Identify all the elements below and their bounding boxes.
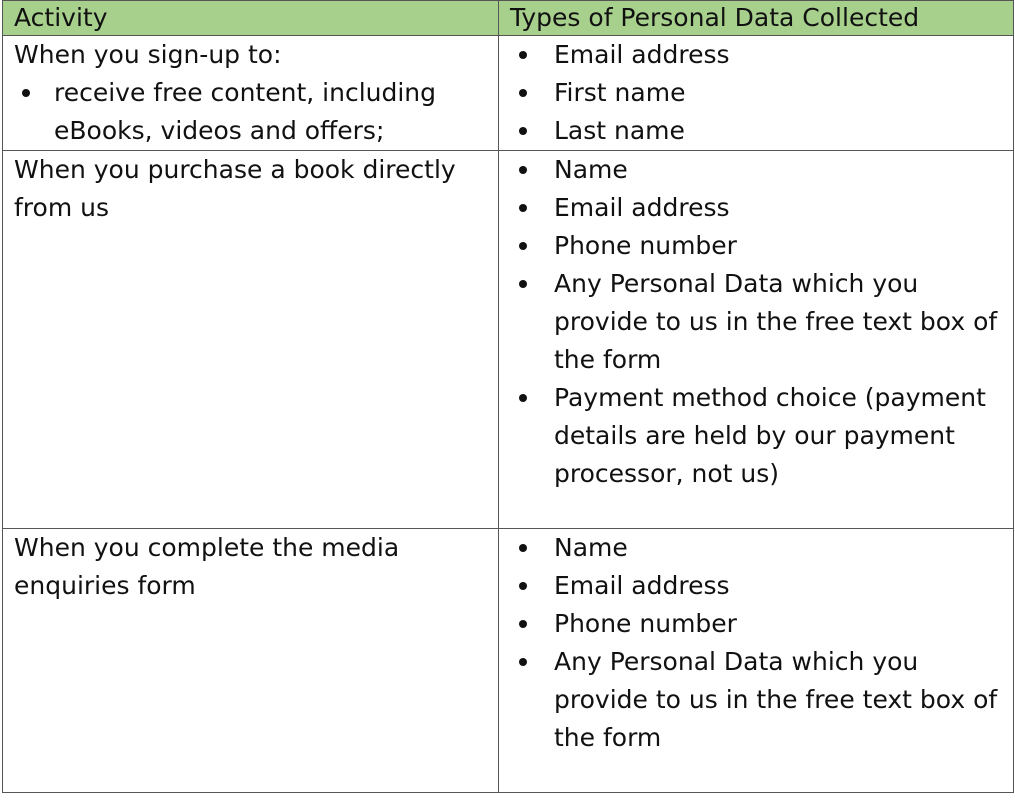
list-item [510, 265, 1013, 379]
bullet-icon [519, 51, 527, 59]
list-item-text: First name [554, 78, 686, 107]
list-item [510, 529, 1013, 567]
list-item-text: Email address [554, 571, 730, 600]
bullet-icon [519, 127, 527, 135]
types-bullet-list [510, 151, 1013, 493]
activity-text: When you sign-up to: [14, 40, 282, 69]
types-cell [499, 36, 1014, 151]
bullet-icon [519, 204, 527, 212]
list-item-text: receive free content, including eBooks, videos and offers; [54, 78, 437, 145]
bullet-icon [519, 280, 527, 288]
activity-bullet-list [14, 74, 498, 150]
list-item-text: Phone number [554, 231, 737, 260]
activity-text: When you complete the media enquiries form [14, 533, 400, 600]
personal-data-table [2, 0, 1014, 793]
types-bullet-list [510, 529, 1013, 757]
list-item-text: Payment method choice (payment details are held by our payment processor, not us) [554, 383, 986, 488]
list-item-text: Phone number [554, 609, 737, 638]
types-cell [499, 151, 1014, 529]
list-item [510, 605, 1013, 643]
list-item-text: Email address [554, 40, 730, 69]
activity-text: When you purchase a book directly from us [14, 155, 456, 222]
table-row [3, 36, 1014, 151]
list-item-text: Any Personal Data which you provide to us in the free text box of the form [554, 269, 998, 374]
table-row [3, 151, 1014, 529]
list-item [510, 151, 1013, 189]
activity-cell [3, 151, 499, 529]
bullet-icon [519, 620, 527, 628]
header-activity: Activity [3, 1, 499, 36]
list-item-text: Name [554, 533, 628, 562]
list-item [510, 189, 1013, 227]
bullet-icon [519, 89, 527, 97]
list-item [510, 379, 1013, 493]
bullet-icon [519, 582, 527, 590]
bullet-icon [519, 658, 527, 666]
bullet-icon [519, 242, 527, 250]
bullet-icon [519, 394, 527, 402]
bullet-icon [519, 166, 527, 174]
list-item [510, 112, 1013, 150]
list-item-text: Any Personal Data which you provide to us in the free text box of the form [554, 647, 998, 752]
activity-cell [3, 529, 499, 793]
bullet-icon [22, 89, 30, 97]
list-item [510, 567, 1013, 605]
types-cell [499, 529, 1014, 793]
table-header-row [3, 1, 1014, 36]
bullet-icon [519, 544, 527, 552]
list-item [510, 227, 1013, 265]
header-types: Types of Personal Data Collected [499, 1, 1014, 36]
types-bullet-list [510, 36, 1013, 150]
list-item-text: Name [554, 155, 628, 184]
list-item [14, 74, 498, 150]
list-item [510, 643, 1013, 757]
list-item [510, 36, 1013, 74]
list-item-text: Last name [554, 116, 685, 145]
activity-cell [3, 36, 499, 151]
table-row [3, 529, 1014, 793]
list-item-text: Email address [554, 193, 730, 222]
list-item [510, 74, 1013, 112]
